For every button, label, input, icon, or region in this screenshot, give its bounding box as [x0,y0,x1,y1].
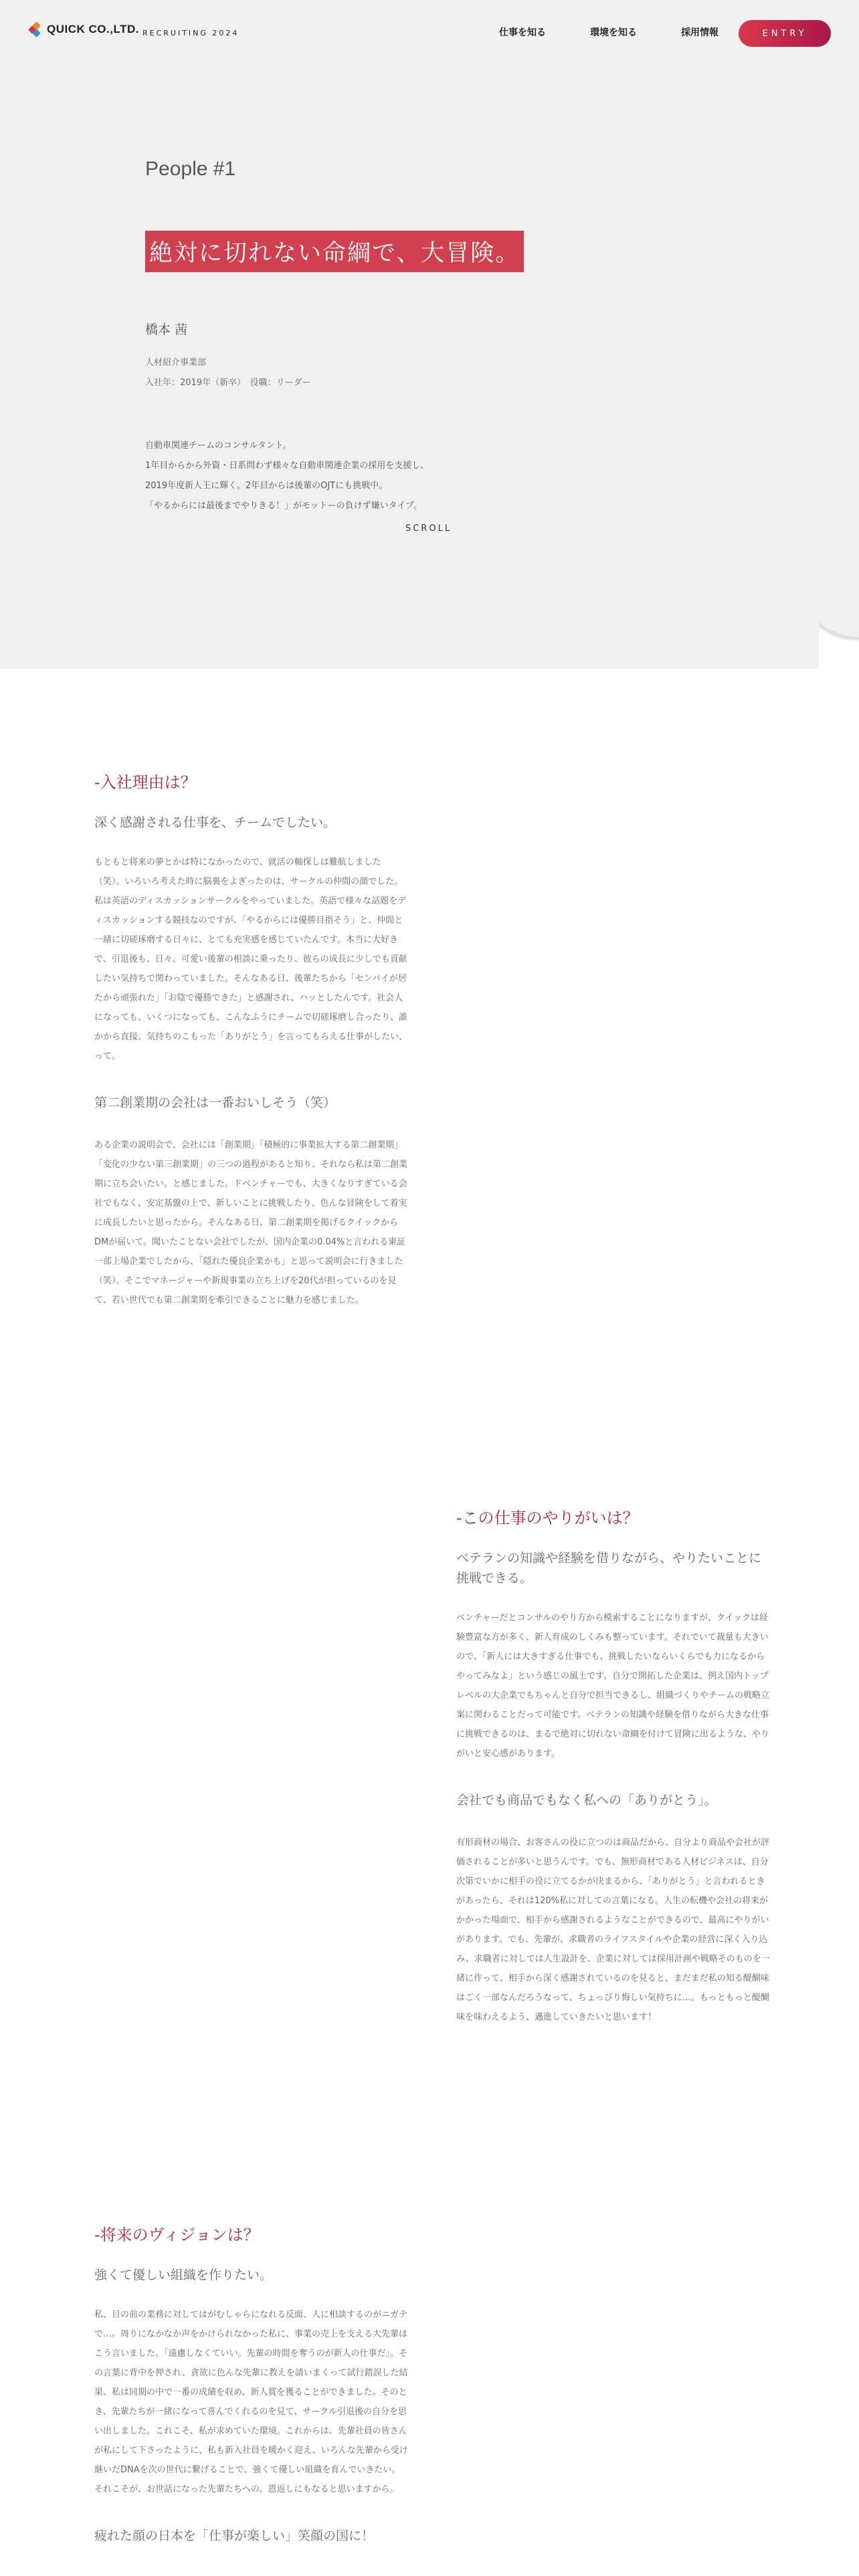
recruiting-label: RECRUITING 2024 [142,29,240,37]
intro-line: 「やるからには最後までやりきる！」がモットーの負けず嫌いタイプ。 [145,501,422,511]
section-subheading: 深く感謝される仕事を、チームでしたい。 [94,815,337,830]
intro-text [145,436,429,516]
section-heading: -将来のヴィジョンは？ [94,2226,260,2244]
section-body-2: 有形商材の場合、お客さんの役に立つのは商品だから、自分より商品や会社が評価されることが多いと思うんです。でも、無形商材である人材ビジネスは、自分次第でいかに相手の役に立てるかが決まるから、「ありがとう」と言われるときがあったら、それは120%私に対しての言葉になる。人生の転機や会社の将来がかかった場面で、相手から感謝されるようなことができるので、最高にやりがいがあります。でも、先輩が、求職者のライフスタイルや企業の経営に深く入り込み、求職者に対しては人生設計を、企業に対しては採用計画や戦略そのものを一緒に作って、相手から深く感謝されているのを見ると、まだまだ私の知る醍醐味はごく一部なんだろうなって、ちょっぴり悔しい気持ちに…。もっともっと醍醐味を味わえるよう、邁進していきたいと思います！ [456,1838,770,2022]
nav-item-recruitment[interactable]: 採用情報 [681,27,719,38]
section-reason-for-joining [94,769,409,1337]
section-body: 私、目の前の業務に対してはがむしゃらになれる反面、人に相談するのがニガテで…。周りになかなか声をかけられなかった私に、事業の売上を支える大先輩はこう言いました。「遠慮しなくていい。先輩の時間を奪うのが新人の仕事だ」。その言葉に背中を押され、貪欲に色んな先輩に教えを請いまくって試行錯誤した結果、私は同期の中で一番の成績を収め、新人賞を獲ることができました。そのとき、先輩たちが一緒になって喜んでくれるのを見て、サークル引退後の自分を思い出しました。これこそ、私が求めていた環境。これからは、先輩社員の皆さんが私にして下さったように、私も新入社員を暖かく迎え、いろんな先輩から受け継いだDNAを次の世代に繋げることで、強くて優しい組織を育んでいきたい。それこそが、お世話になった先輩たちへの、恩返しにもなると思いますから。 [94,2310,408,2494]
intro-line: 2019年度新人王に輝く。2年目からは後輩のOJTにも挑戦中。 [145,481,388,491]
section-heading: -この仕事のやりがいは？ [456,1509,639,1527]
section-future-vision [94,2222,409,2569]
company-logo[interactable] [29,23,139,36]
logo-mark-icon [29,23,43,36]
section-subheading: ベテランの知識や経験を借りながら、やりたいことに挑戦できる。 [456,1551,762,1586]
section-body: ベンチャーだとコンサルのやり方から模索することになりますが、クイックは経験豊富な方が多く、新人育成のしくみも整っています。それでいて裁量も大きいので、「新人には大きすぎる仕事でも、挑戦したいならいくらでも力になるからやってみなよ」という感じの風土です。自分で開拓した企業は、例え国内トップレベルの大企業でもちゃんと自分で担当できるし、組織づくりやチームの戦略立案に関わることだって可能です。ベテランの知識や経験を借りながら大きな仕事に挑戦できるのは、まるで絶対に切れない命綱を付けて冒険に出るような、やりがいと安心感があります。 [456,1613,770,1759]
hero-curve-decoration [819,575,859,669]
person-name: 橋本 茜 [145,322,188,337]
section-body-2: ある企業の説明会で、会社には「創業期」「積極的に事業拡大する第二創業期」「変化の少ない第三創業期」の三つの過程があると知り、それなら私は第二創業期に立ち会いたい。と感じました。ドベンチャーでも、大きくなりすぎている会社でもなく、安定基盤の上で、新しいことに挑戦したり、色んな冒険をして着実に成長したいと思ったから。そんなある日、第二創業期を掲げるクイックからDMが届いて。聞いたことない会社でしたが、国内企業の0.04%と言われる東証一部上場企業でしたから、「隠れた優良企業かも」と思って説明会に行きました（笑）。そこでマネージャーや新規事業の立ち上げを20代が担っているのを見て、若い世代でも第二創業期を牽引できることに魅力を感じました。 [94,1140,408,1305]
section-subheading-2: 疲れた顔の日本を「仕事が楽しい」笑顔の国に！ [94,2529,375,2543]
hero-section [0,0,859,669]
section-subheading-2: 第二創業期の会社は一番おいしそう（笑） [94,1095,337,1110]
section-body: もともと将来の夢とかは特になかったので、就活の軸探しは難航しました（笑）。いろいろ考えた時に脳裏をよぎったのは、サークルの仲間の顔でした。私は英語のディスカッションサークルをやっていました。英語で様々な話題をディスカッションする競技なのですが、「やるからには優勝目指そう」と、仲間と一緒に切磋琢磨する日々に、とても充実感を感じていたんです。本当に大好きで、引退後も、日々、可愛い後輩の相談に乗ったり、彼らの成長に少しでも貢献したい気持ちで関わっていました。そんなある日、後輩たちから「センパイが居たから頑張れた」「お陰で優勝できた」と感謝され、ハッとしたんです。社会人になっても、いくつになっても、こんなふうにチームで切磋琢磨し合ったり、誰かから直接、気持ちのこもった「ありがとう」を言ってもらえる仕事がしたい、って。 [94,857,408,1061]
people-number: People #1 [145,158,236,180]
site-header [0,0,859,67]
catch-copy: 絶対に切れない命綱で、大冒険。 [145,231,524,272]
section-heading: -入社理由は？ [94,773,197,792]
nav-item-job[interactable]: 仕事を知る [499,27,546,38]
section-job-rewards [456,1505,771,2054]
main-nav [499,25,719,39]
joined-year-role: 入社年：2019年（新卒） 役職：リーダー [145,378,311,388]
logo-text: QUICK CO.,LTD. [47,23,139,35]
intro-line: 自動車関連チームのコンサルタント。 [145,441,292,451]
department: 人材紹介事業部 [145,358,207,368]
section-subheading-2: 会社でも商品でもなく私への「ありがとう」。 [456,1793,717,1808]
scroll-indicator[interactable]: SCROLL [405,524,452,534]
nav-item-environment[interactable]: 環境を知る [590,27,637,38]
section-subheading: 強くて優しい組織を作りたい。 [94,2268,273,2282]
intro-line: 1年目からから外資・日系問わず様々な自動車関連企業の採用を支援し、 [145,461,430,471]
entry-button[interactable]: ENTRY [739,20,831,47]
